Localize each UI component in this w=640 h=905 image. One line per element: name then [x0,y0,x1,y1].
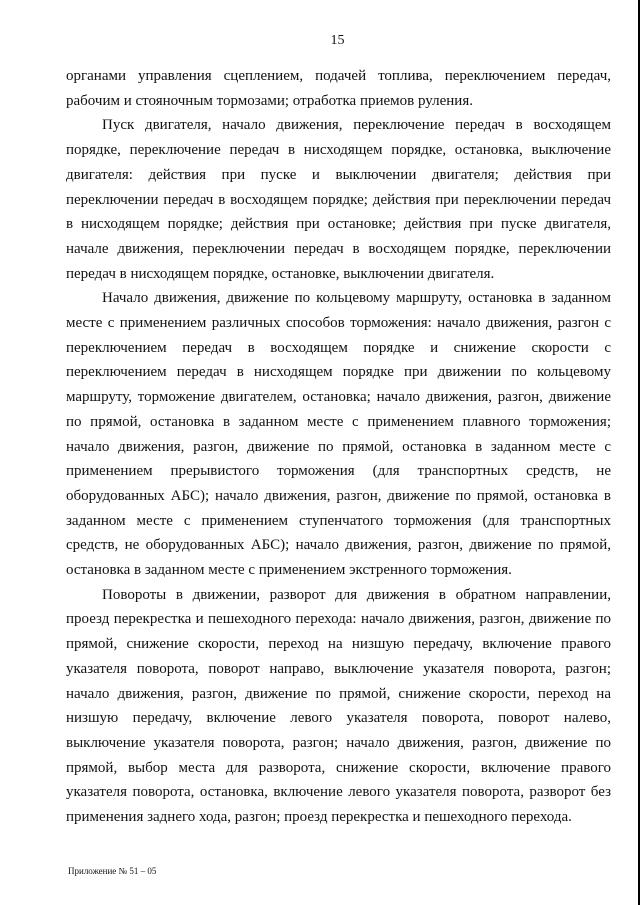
paragraph-turns: Повороты в движении, разворот для движения в обратном направлении, проезд перекрестка и пешеходного перехода: начало движения, разгон, движение по прямой, снижение скорости, переход на низшую передачу, включение правого указателя поворота, поворот направо, выключение указателя поворота, разгон; начало движения, разгон, движение по прямой, снижение скорости, переход на низшую передачу, включение левого указателя поворота, поворот налево, выключение указателя поворота, разгон; начало движения, разгон, движение по прямой, выбор места для разворота, снижение скорости, включение правого указателя поворота, остановка, включение левого указателя поворота, разворот без применения заднего хода, разгон; проезд перекрестка и пешеходного перехода. [66,586,611,826]
paragraph-braking: Начало движения, движение по кольцевому маршруту, остановка в заданном месте с применением различных способов торможения: начало движения, разгон с переключением передач в восходящем порядке и снижение скорости с переключением передач в нисходящем порядке при движении по кольцевому маршруту, торможение двигателем, остановка; начало движения, разгон, движение по прямой, остановка в заданном месте с применением плавного торможения; начало движения, разгон, движение по прямой, остановка в заданном месте с применением прерывистого торможения (для транспортных средств, не оборудованных АБС); начало движения, разгон, движение по прямой, остановка в заданном месте с применением ступенчатого торможения (для транспортных средств, не оборудованных АБС); начало движения, разгон, движение по прямой, остановка в заданном месте с применением экстренного торможения. [66,290,611,579]
paragraph-engine-start: Пуск двигателя, начало движения, переключение передач в восходящем порядке, переключение передач в нисходящем порядке, остановка, выключение двигателя: действия при пуске и выключении двигателя; действия при переключении передач в восходящем порядке; действия при переключении передач в нисходящем порядке; действия при остановке; действия при пуске двигателя, начале движения, переключении передач в восходящем порядке, переключении передач в нисходящем порядке, остановке, выключении двигателя. [66,117,611,282]
page-number: 15 [330,33,345,48]
document-body [66,64,611,830]
paragraph-continuation: органами управления сцеплением, подачей топлива, переключением передач, рабочим и стояночным тормозами; отработка приемов руления. [66,68,611,109]
footer-appendix-label: Приложение № 51 – 05 [68,866,157,876]
